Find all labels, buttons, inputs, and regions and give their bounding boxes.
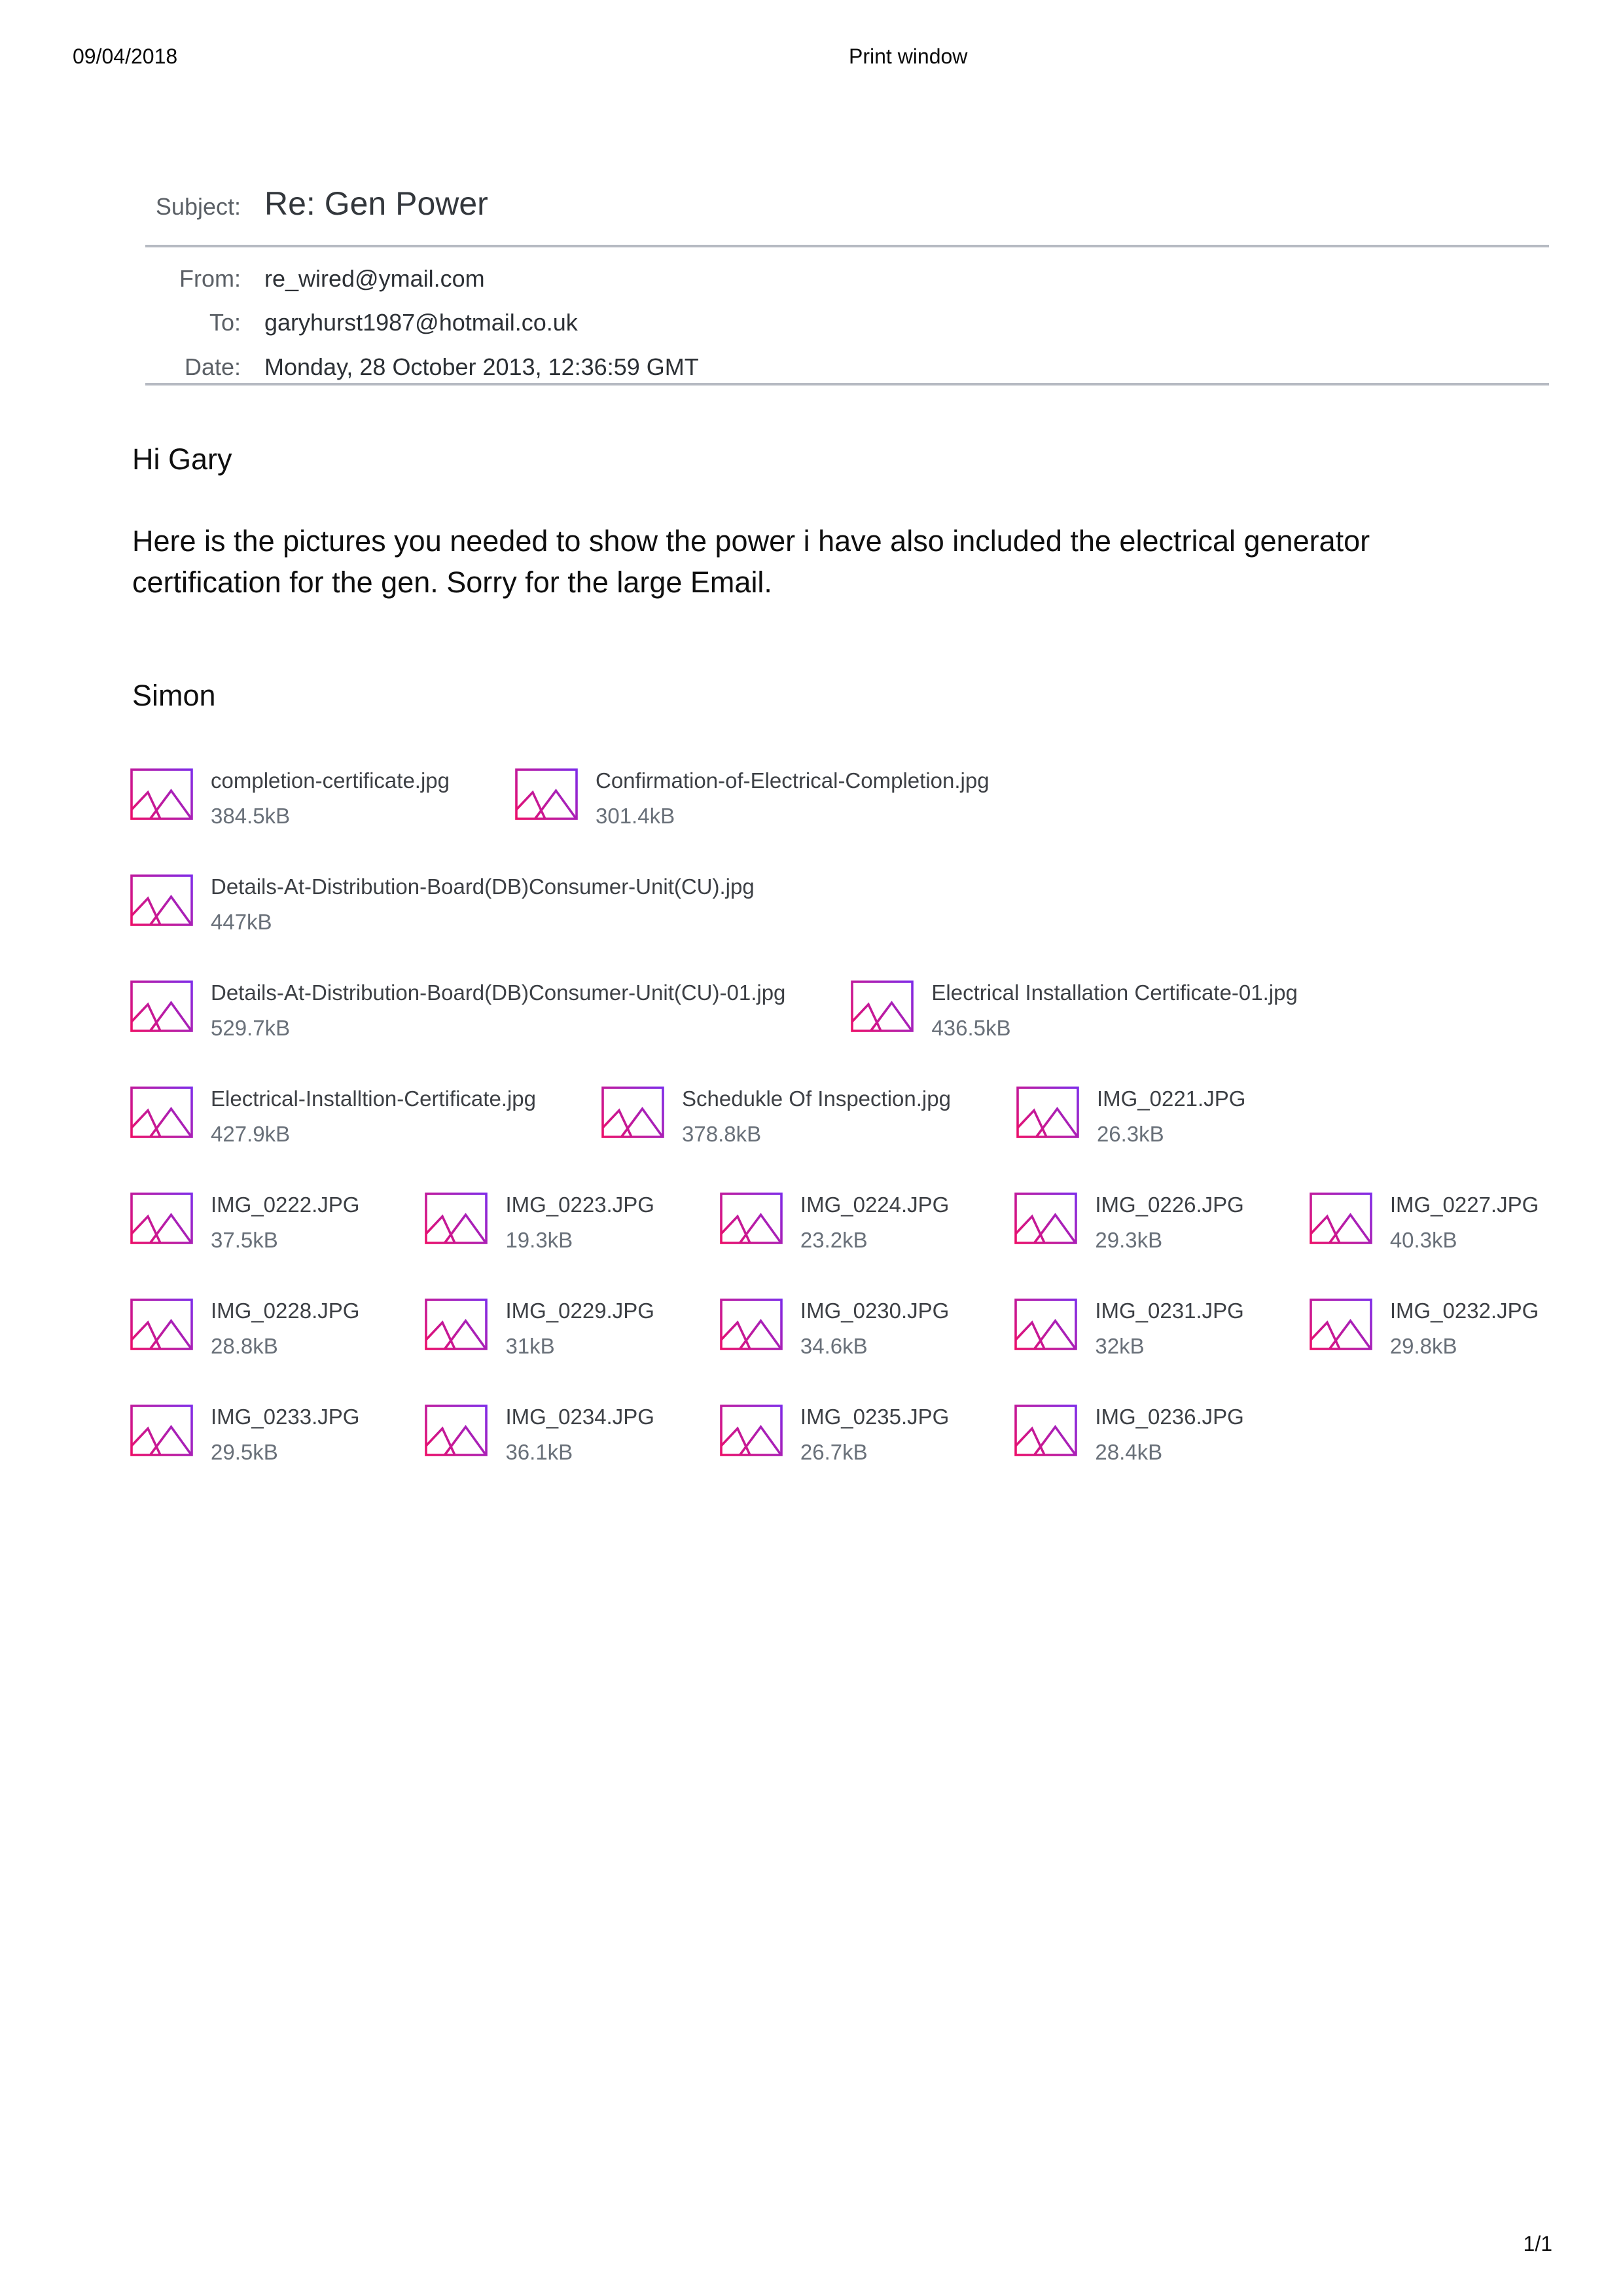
attachment-filesize: 301.4kB [596, 804, 675, 828]
attachment-row [130, 1086, 1557, 1193]
attachment-filename: IMG_0233.JPG [211, 1405, 360, 1429]
image-attachment-icon [130, 1405, 193, 1456]
attachment-filesize: 23.2kB [800, 1228, 868, 1252]
attachment-text [211, 874, 755, 935]
attachment-row [130, 768, 1557, 874]
attachment-text [505, 1405, 654, 1465]
attachment-filename: Schedukle Of Inspection.jpg [682, 1086, 951, 1111]
image-attachment-icon [720, 1405, 783, 1456]
image-attachment-icon [601, 1086, 664, 1138]
attachment-filesize: 37.5kB [211, 1228, 278, 1252]
date-row [145, 353, 699, 381]
header-divider-bottom [145, 383, 1549, 386]
to-row [145, 309, 578, 336]
message-greeting: Hi Gary [132, 442, 232, 476]
attachment-filesize: 34.6kB [800, 1334, 868, 1358]
attachment-filename: IMG_0221.JPG [1096, 1086, 1246, 1111]
attachment-filesize: 19.3kB [505, 1228, 573, 1252]
message-signature: Simon [132, 679, 216, 712]
attachment-text [1095, 1405, 1243, 1465]
image-attachment-icon [130, 1193, 193, 1244]
image-attachment-icon [1310, 1299, 1372, 1350]
attachment-filename: IMG_0228.JPG [211, 1299, 360, 1323]
date-label: Date: [184, 353, 241, 380]
attachment-item[interactable] [130, 874, 755, 935]
image-attachment-icon [1014, 1299, 1077, 1350]
subject-row [145, 185, 488, 223]
from-value: re_wired@ymail.com [264, 265, 485, 292]
attachment-item[interactable] [601, 1086, 951, 1147]
image-attachment-icon [425, 1299, 488, 1350]
attachment-item[interactable] [1310, 1193, 1539, 1253]
image-attachment-icon [1016, 1086, 1079, 1138]
attachment-filename: IMG_0229.JPG [505, 1299, 654, 1323]
attachment-text [682, 1086, 951, 1147]
message-paragraph: Here is the pictures you needed to show the power i have also included the electrical generator certification for the gen. Sorry for the large Email. [132, 524, 1370, 599]
print-header-date: 09/04/2018 [73, 45, 178, 68]
attachment-item[interactable] [720, 1193, 949, 1253]
image-attachment-icon [130, 1299, 193, 1350]
attachment-filename: IMG_0230.JPG [800, 1299, 950, 1323]
attachment-filesize: 28.8kB [211, 1334, 278, 1358]
image-attachment-icon [425, 1193, 488, 1244]
attachment-item[interactable] [720, 1405, 949, 1465]
attachment-filename: Electrical Installation Certificate-01.jpg [931, 980, 1298, 1005]
attachment-text [505, 1193, 654, 1253]
subject-value: Re: Gen Power [264, 185, 488, 222]
attachment-item[interactable] [130, 1193, 359, 1253]
attachment-row [130, 1405, 1557, 1511]
attachment-item[interactable] [130, 1299, 359, 1359]
attachment-filename: completion-certificate.jpg [211, 768, 450, 793]
attachment-item[interactable] [130, 1405, 359, 1465]
attachment-text [211, 768, 450, 829]
attachment-row [130, 1193, 1557, 1299]
attachment-filename: IMG_0231.JPG [1095, 1299, 1244, 1323]
page-number: 1/1 [1523, 2232, 1552, 2255]
image-attachment-icon [130, 980, 193, 1032]
image-attachment-icon [425, 1405, 488, 1456]
attachment-text [931, 980, 1297, 1041]
attachment-item[interactable] [1014, 1299, 1243, 1359]
attachment-filesize: 529.7kB [211, 1016, 291, 1040]
attachment-text [211, 1299, 359, 1359]
from-label: From: [179, 265, 241, 292]
attachment-filename: Electrical-Installtion-Certificate.jpg [211, 1086, 537, 1111]
header-divider-top [145, 245, 1549, 247]
attachment-filesize: 31kB [505, 1334, 555, 1358]
attachment-filename: IMG_0224.JPG [800, 1193, 950, 1217]
attachment-filesize: 40.3kB [1389, 1228, 1457, 1252]
attachment-text [1095, 1193, 1243, 1253]
attachment-text [505, 1299, 654, 1359]
attachment-item[interactable] [1016, 1086, 1245, 1147]
attachment-filename: Details-At-Distribution-Board(DB)Consumer-Unit(CU)-01.jpg [211, 980, 786, 1005]
to-label: To: [209, 309, 241, 336]
attachment-item[interactable] [425, 1193, 654, 1253]
attachment-text [1097, 1086, 1245, 1147]
attachment-text [1390, 1299, 1539, 1359]
attachment-text [211, 1193, 359, 1253]
attachment-item[interactable] [851, 980, 1297, 1041]
attachment-filename: IMG_0236.JPG [1095, 1405, 1244, 1429]
attachment-filename: Details-At-Distribution-Board(DB)Consumer-Unit(CU).jpg [211, 874, 755, 899]
attachment-item[interactable] [1014, 1193, 1243, 1253]
attachment-text [211, 1086, 536, 1147]
attachment-filesize: 378.8kB [682, 1122, 762, 1146]
attachment-filename: IMG_0226.JPG [1095, 1193, 1244, 1217]
attachment-item[interactable] [1014, 1405, 1243, 1465]
image-attachment-icon [720, 1193, 783, 1244]
attachment-filename: IMG_0223.JPG [505, 1193, 654, 1217]
to-value: garyhurst1987@hotmail.co.uk [264, 309, 578, 336]
attachments [130, 768, 1557, 1511]
attachment-item[interactable] [720, 1299, 949, 1359]
attachment-filesize: 32kB [1095, 1334, 1145, 1358]
attachment-filename: IMG_0222.JPG [211, 1193, 360, 1217]
attachment-text [211, 1405, 359, 1465]
image-attachment-icon [720, 1299, 783, 1350]
attachment-filename: IMG_0234.JPG [505, 1405, 654, 1429]
print-header-title: Print window [849, 45, 968, 68]
attachment-text [211, 980, 785, 1041]
attachment-filesize: 29.5kB [211, 1440, 278, 1464]
attachment-filesize: 436.5kB [931, 1016, 1011, 1040]
attachment-item[interactable] [130, 980, 785, 1041]
attachment-filesize: 28.4kB [1095, 1440, 1163, 1464]
attachment-text [596, 768, 990, 829]
image-attachment-icon [851, 980, 914, 1032]
attachment-text [800, 1193, 949, 1253]
attachment-row [130, 1299, 1557, 1405]
attachment-text [1095, 1299, 1243, 1359]
attachment-filename: IMG_0227.JPG [1389, 1193, 1539, 1217]
attachment-row [130, 980, 1557, 1086]
attachment-item[interactable] [130, 768, 450, 829]
attachment-filesize: 36.1kB [505, 1440, 573, 1464]
attachment-text [1390, 1193, 1539, 1253]
image-attachment-icon [130, 1086, 193, 1138]
attachment-filesize: 384.5kB [211, 804, 291, 828]
image-attachment-icon [130, 874, 193, 926]
attachment-filesize: 26.7kB [800, 1440, 868, 1464]
image-attachment-icon [130, 768, 193, 820]
attachment-filename: Confirmation-of-Electrical-Completion.jpg [596, 768, 990, 793]
image-attachment-icon [515, 768, 578, 820]
attachment-filename: IMG_0232.JPG [1389, 1299, 1539, 1323]
subject-label: Subject: [155, 193, 241, 220]
attachment-row [130, 874, 1557, 980]
image-attachment-icon [1014, 1193, 1077, 1244]
attachment-item[interactable] [130, 1086, 536, 1147]
image-attachment-icon [1310, 1193, 1372, 1244]
attachment-text [800, 1299, 949, 1359]
attachment-filesize: 29.3kB [1095, 1228, 1163, 1252]
attachment-filesize: 427.9kB [211, 1122, 291, 1146]
date-value: Monday, 28 October 2013, 12:36:59 GMT [264, 353, 699, 380]
attachment-item[interactable] [1310, 1299, 1539, 1359]
attachment-filesize: 447kB [211, 910, 272, 934]
attachment-filesize: 26.3kB [1096, 1122, 1164, 1146]
from-row [145, 265, 485, 293]
attachment-item[interactable] [425, 1299, 654, 1359]
attachment-item[interactable] [515, 768, 990, 829]
attachment-text [800, 1405, 949, 1465]
attachment-filename: IMG_0235.JPG [800, 1405, 950, 1429]
attachment-item[interactable] [425, 1405, 654, 1465]
attachment-filesize: 29.8kB [1389, 1334, 1457, 1358]
image-attachment-icon [1014, 1405, 1077, 1456]
